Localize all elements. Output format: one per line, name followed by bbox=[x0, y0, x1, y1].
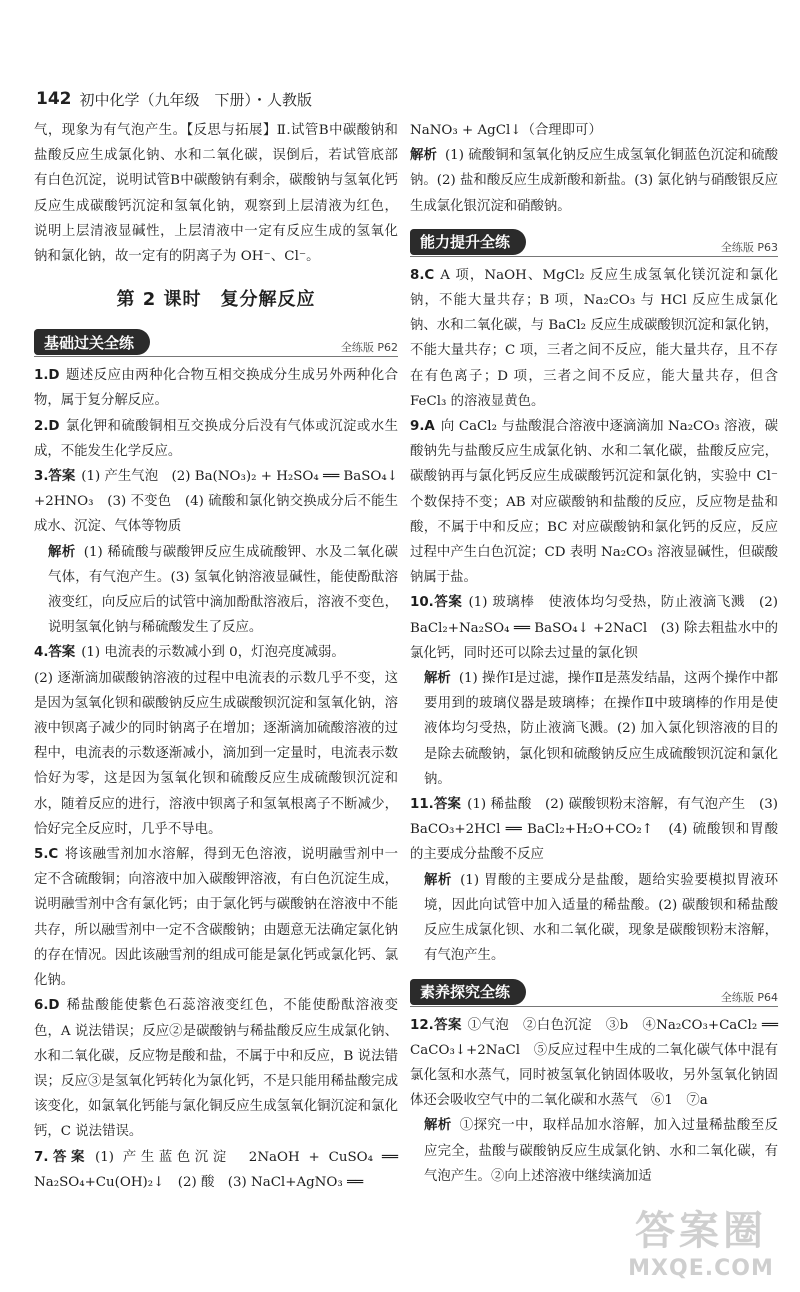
answer-continuation: (2) 逐渐滴加碳酸钠溶液的过程中电流表的示数几乎不变，这是因为氢氧化钡和碳酸钠反应生成碳酸钡沉淀和氢氧化钠，溶液中钡离子减少的同时钠离子在增加；逐渐滴加硫酸溶液的过程中，电流表的示数逐渐减小，滴加到一定量时，电流表示数恰好为零，这是因为氢氧化钡和硫酸反应生成硫酸钡沉淀和水，随着反应的进行，溶液中钡离子和氢氧根离子不断减少，恰好完全反应时，几乎不导电。 bbox=[34, 670, 398, 837]
left-column bbox=[34, 118, 398, 1195]
watermark-en: MXQE.COM bbox=[628, 1256, 774, 1281]
analysis-item: 解析 (1) 操作Ⅰ是过滤，操作Ⅱ是蒸发结晶，这两个操作中都要用到的玻璃仪器是玻璃棒；在操作Ⅱ中玻璃棒的作用是使液体均匀受热，防止液滴飞溅。(2) 加入氯化钡溶液的目的是除去硫酸钠，氯化钡和硫酸钠反应生成硫酸钡沉淀和氯化钠。 bbox=[424, 671, 778, 787]
answer-continuation: NaNO₃ + AgCl↓（合理即可） bbox=[410, 123, 602, 138]
analysis-item: 解析 (1) 稀硫酸与碳酸钾反应生成硫酸钾、水及二氧化碳气体，有气泡产生。(3) 氢氧化钠溶液显碱性，能使酚酞溶液变红，向反应后的试管中滴加酚酞溶液后，溶液不变色，说明氢氧化钠与稀硫酸发生了反应。 bbox=[48, 544, 398, 636]
answer-item: 7.答案 (1) 产生蓝色沉淀 2NaOH + CuSO₄ ══ Na₂SO₄+Cu(OH)₂↓ (2) 酸 (3) NaCl+AgNO₃ ══ bbox=[34, 1149, 398, 1190]
answer-item: 1.D 题述反应由两种化合物互相交换成分生成另外两种化合物，属于复分解反应。 bbox=[34, 368, 398, 409]
section-ref: 全练版 P62 bbox=[340, 341, 398, 355]
right-column bbox=[410, 118, 778, 1189]
section-badge: 素养探究全练 bbox=[410, 979, 526, 1005]
answer-item: 4.答案 (1) 电流表的示数减小到 0，灯泡亮度减弱。 bbox=[34, 645, 345, 661]
section-ref: 全练版 P63 bbox=[720, 240, 778, 254]
answer-item: 3.答案 (1) 产生气泡 (2) Ba(NO₃)₂ + H₂SO₄ ══ BaSO₄↓ +2HNO₃ (3) 不变色 (4) 硫酸和氯化钠交换成分后不能生成水、沉淀、气体等物质 bbox=[34, 469, 398, 535]
watermark-cn: 答案圈 bbox=[635, 1208, 767, 1254]
answer-item: 5.C 将该融雪剂加水溶解，得到无色溶液，说明融雪剂中一定不含硫酸铜；向溶液中加入碳酸钾溶液，有白色沉淀生成，说明融雪剂中含有氯化钙；由于氯化钙与碳酸钠在溶液中不能共存，所以融雪剂中一定不含碳酸钠；由题意无法确定氯化钠的存在情况。因此该融雪剂的组成可能是氯化钙或氯化钙、氯化钠。 bbox=[34, 847, 398, 989]
section-header-basic bbox=[34, 325, 398, 355]
section-divider bbox=[410, 256, 778, 257]
analysis-item: 解析 (1) 硫酸铜和氢氧化钠反应生成氢氧化铜蓝色沉淀和硫酸钠。(2) 盐和酸反应生成新酸和新盐。(3) 氯化钠与硝酸银反应生成氯化银沉淀和硝酸钠。 bbox=[410, 148, 779, 214]
answer-item: 6.D 稀盐酸能使紫色石蕊溶液变红色，不能使酚酞溶液变色，A 说法错误；反应②是碳酸钠与稀盐酸反应生成氯化钠、水和二氧化碳，反应物是酸和盐，不属于中和反应，B 说法错误；反应③是氢氧化钙转化为氯化钙，不是只能用稀盐酸完成该变化，如氯氧化钙能与氯化铜反应生成氢氧化铜沉淀和氯化钙，C 说法错误。 bbox=[34, 998, 398, 1140]
section-badge: 基础过关全练 bbox=[34, 329, 150, 355]
analysis-item: 解析 (1) 胃酸的主要成分是盐酸，题给实验要模拟胃液环境，因此向试管中加入适量的稀盐酸。(2) 碳酸钡和稀盐酸反应生成氯化钡、水和二氧化碳，现象是碳酸钡粉末溶解，有气泡产生。 bbox=[424, 872, 778, 964]
section-divider bbox=[34, 356, 398, 357]
answer-item: 11.答案 (1) 稀盐酸 (2) 碳酸钡粉末溶解，有气泡产生 (3) BaCO₃+2HCl ══ BaCl₂+H₂O+CO₂↑ (4) 硫酸钡和胃酸的主要成分盐酸不反应 bbox=[410, 797, 778, 863]
lesson-title: 第 2 课时 复分解反应 bbox=[116, 289, 316, 311]
answer-item: 2.D 氯化钾和硫酸铜相互交换成分后没有气体或沉淀或水生成，不能发生化学反应。 bbox=[34, 418, 398, 459]
answer-item: 12.答案 ①气泡 ②白色沉淀 ③b ④Na₂CO₃+CaCl₂ ══ CaCO₃↓+2NaCl ⑤反应过程中生成的二氧化碳气体中混有氯化氢和水蒸气，同时被氢氧化钠固体吸收，另外氢氧化钠固体还会吸收空气中的二氧化碳和水蒸气 ⑥1 ⑦a bbox=[410, 1017, 778, 1109]
answer-item: 10.答案 (1) 玻璃棒 使液体均匀受热，防止液滴飞溅 (2) BaCl₂+Na₂SO₄ ══ BaSO₄↓ +2NaCl (3) 除去粗盐水中的氯化钙，同时还可以除去过量的氯化钡 bbox=[410, 595, 778, 661]
section-divider bbox=[410, 1006, 778, 1007]
analysis-item: 解析 ①探究一中，取样品加水溶解，加入过量稀盐酸至反应完全，盐酸与碳酸钠反应生成氯化钠、水和二氧化碳，有气泡产生。②向上述溶液中继续滴加适 bbox=[424, 1118, 778, 1184]
section-ref: 全练版 P64 bbox=[720, 990, 778, 1004]
book-title: 初中化学（九年级 下册）・人教版 bbox=[79, 90, 313, 109]
section-badge: 能力提升全练 bbox=[410, 229, 526, 255]
answer-item: 8.C A 项，NaOH、MgCl₂ 反应生成氢氧化镁沉淀和氯化钠，不能大量共存；B 项，Na₂CO₃ 与 HCl 反应生成氯化钠、水和二氧化碳，与 BaCl₂ 反应生成碳酸钡沉淀和氯化钠，不能大量共存；C 项，三者之间不反应，能大量共存，且不存在有色离子；D 项，三者之间不反应，能大量共存，但含 FeCl₃ 的溶液显黄色。 bbox=[410, 267, 778, 409]
section-header-ability bbox=[410, 225, 778, 255]
site-watermark bbox=[616, 1200, 786, 1280]
answer-item: 9.A 向 CaCl₂ 与盐酸混合溶液中逐滴滴加 Na₂CO₃ 溶液，碳酸钠先与盐酸反应生成氯化钠、水和二氧化碳，盐酸反应完，碳酸钠再与氯化钙反应生成碳酸钙沉淀和氯化钠，实验中 Cl⁻ 个数保持不变；AB 对应碳酸钠和盐酸的反应，反应物是盐和酸，不属于中和反应；BC 对应碳酸钠和氯化钙的反应，反应过程中产生白色沉淀；CD 表明 Na₂CO₃ 溶液显碱性，但碳酸钠属于盐。 bbox=[410, 419, 778, 586]
section-header-inquiry bbox=[410, 975, 778, 1005]
page-number: 142 bbox=[36, 89, 72, 109]
intro-paragraph: 气，现象为有气泡产生。【反思与拓展】Ⅱ.试管B中碳酸钠和盐酸反应生成氯化钠、水和二氧化碳，误倒后，若试管底部有白色沉淀，说明试管B中碳酸钠有剩余，碳酸钠与氢氧化钙反应生成碳酸钙沉淀和氢氧化钠，观察到上层清液为红色，说明上层清液显碱性，上层清液中一定有反应生成的氢氧化钠和氯化钠，故一定有的阴离子为 OH⁻、Cl⁻。 bbox=[34, 123, 398, 265]
page-header bbox=[36, 86, 312, 112]
